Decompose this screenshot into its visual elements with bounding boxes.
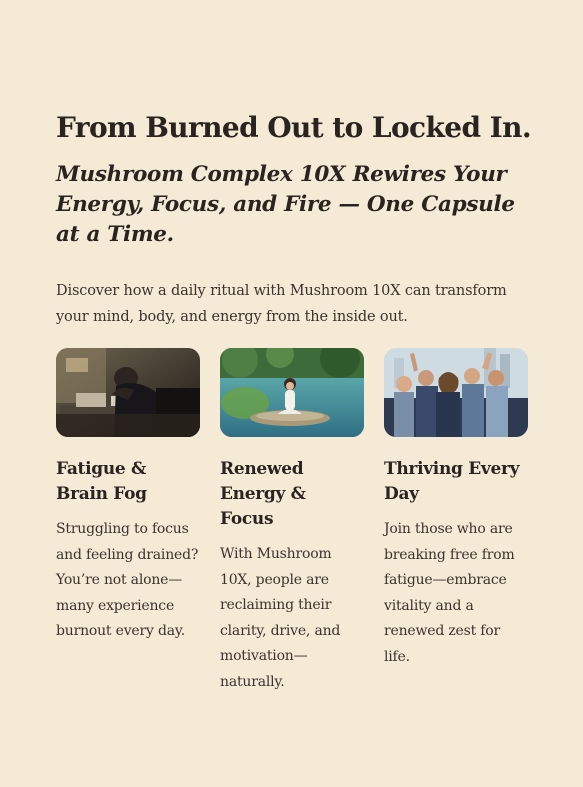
card-body: With Mushroom 10X, people are reclaiming their clarity, drive, and motivation—naturally. bbox=[220, 546, 341, 690]
hero-section bbox=[56, 108, 536, 330]
card-body: Struggling to focus and feeling drained? You’re not alone—many experience burnout every day. bbox=[56, 521, 199, 639]
feature-card-energy bbox=[220, 348, 364, 695]
card-body: Join those who are breaking free from fatigue—embrace vitality and a renewed zest for life. bbox=[384, 521, 515, 665]
feature-card-thriving bbox=[384, 348, 528, 695]
intro-text: Discover how a daily ritual with Mushroom 10X can transform your mind, body, and energy from the inside out. bbox=[56, 283, 507, 325]
card-title: Renewed Energy & Focus bbox=[220, 459, 306, 529]
feature-cards bbox=[56, 348, 528, 695]
headline: From Burned Out to Locked In. bbox=[56, 111, 532, 144]
card-title: Fatigue & Brain Fog bbox=[56, 459, 147, 504]
feature-card-fatigue bbox=[56, 348, 200, 695]
card-title: Thriving Every Day bbox=[384, 459, 520, 504]
tired-office-worker-photo bbox=[56, 348, 200, 437]
subheadline: Mushroom Complex 10X Rewires Your Energy, Focus, and Fire — One Capsule at a Time. bbox=[56, 162, 515, 247]
celebrating-group-photo bbox=[384, 348, 528, 437]
meditation-by-water-photo bbox=[220, 348, 364, 437]
